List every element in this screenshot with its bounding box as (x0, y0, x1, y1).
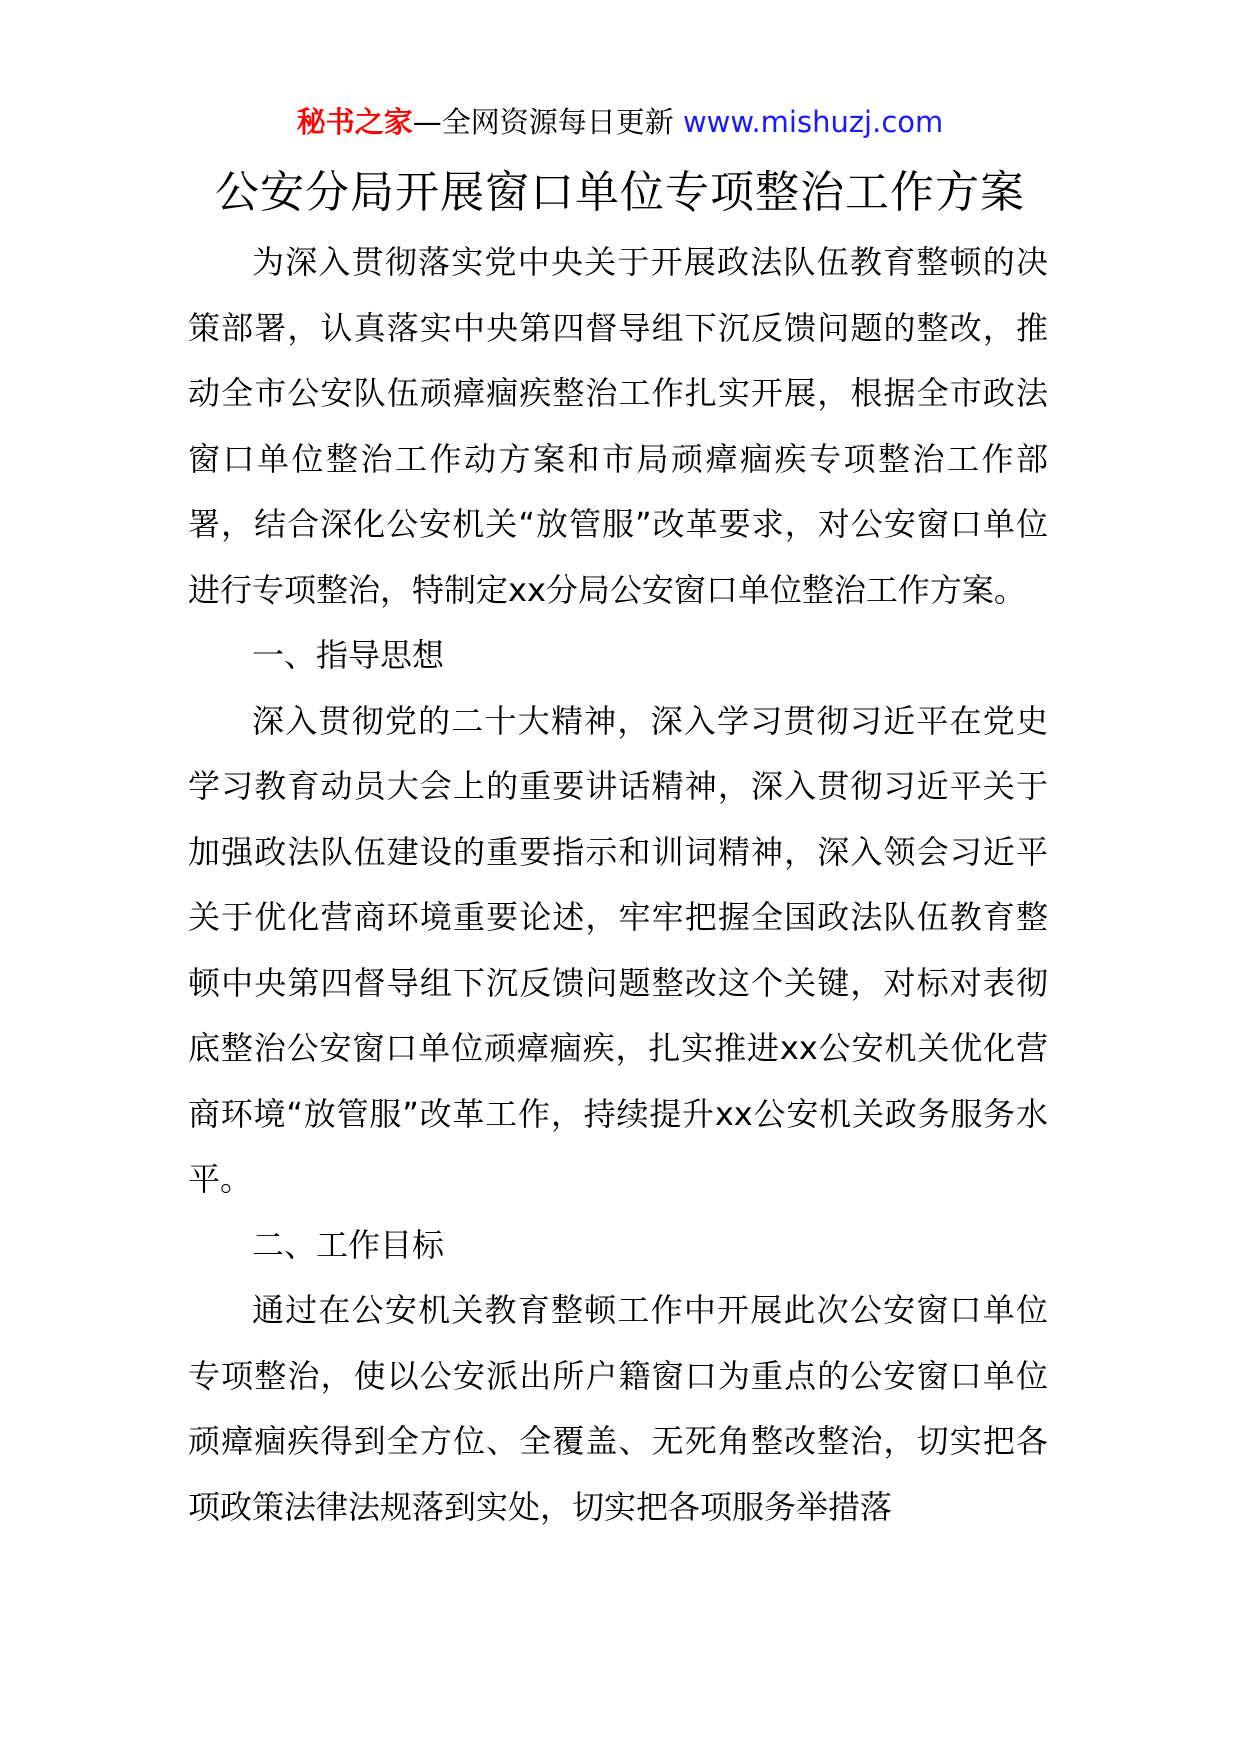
section-heading-guiding-ideology: 一、指导思想 (252, 636, 445, 674)
document-body (188, 230, 1048, 1540)
banner-brand: 秘书之家 (296, 105, 413, 139)
banner-tagline: —全网资源每日更新 (412, 105, 683, 139)
document-title: 公安分局开展窗口单位专项整治工作方案 (215, 167, 1025, 218)
banner-url-link[interactable]: www.mishuzj.com (682, 105, 944, 139)
section-paragraph-guiding-ideology: 深入贯彻党的二十大精神，深入学习贯彻习近平在党史学习教育动员大会上的重要讲话精神，深入贯彻习近平关于加强政法队伍建设的重要指示和训词精神，深入领会习近平关于优化营商环境重要论述，牢牢把握全国政法队伍教育整顿中央第四督导组下沉反馈问题整改这个关键，对标对表彻底整治公安窗口单位顽瘴痼疾，扎实推进xx公安机关优化营商环境“放管服”改革工作，持续提升xx公安机关政务服务水平。 (188, 701, 1048, 1198)
section-paragraph-work-goals: 通过在公安机关教育整顿工作中开展此次公安窗口单位专项整治，使以公安派出所户籍窗口为重点的公安窗口单位顽瘴痼疾得到全方位、全覆盖、无死角整改整治，切实把各项政策法律法规落到实处，切实把各项服务举措落 (188, 1291, 1048, 1526)
section-heading-work-goals: 二、工作目标 (252, 1225, 445, 1264)
intro-paragraph: 为深入贯彻落实党中央关于开展政法队伍教育整顿的决策部署，认真落实中央第四督导组下沉反馈问题的整改，推动全市公安队伍顽瘴痼疾整治工作扎实开展，根据全市政法窗口单位整治工作动方案和市局顽瘴痼疾专项整治工作部署，结合深化公安机关“放管服”改革要求，对公安窗口单位进行专项整治，特制定xx分局公安窗口单位整治工作方案。 (188, 243, 1048, 609)
site-banner (0, 102, 1240, 142)
